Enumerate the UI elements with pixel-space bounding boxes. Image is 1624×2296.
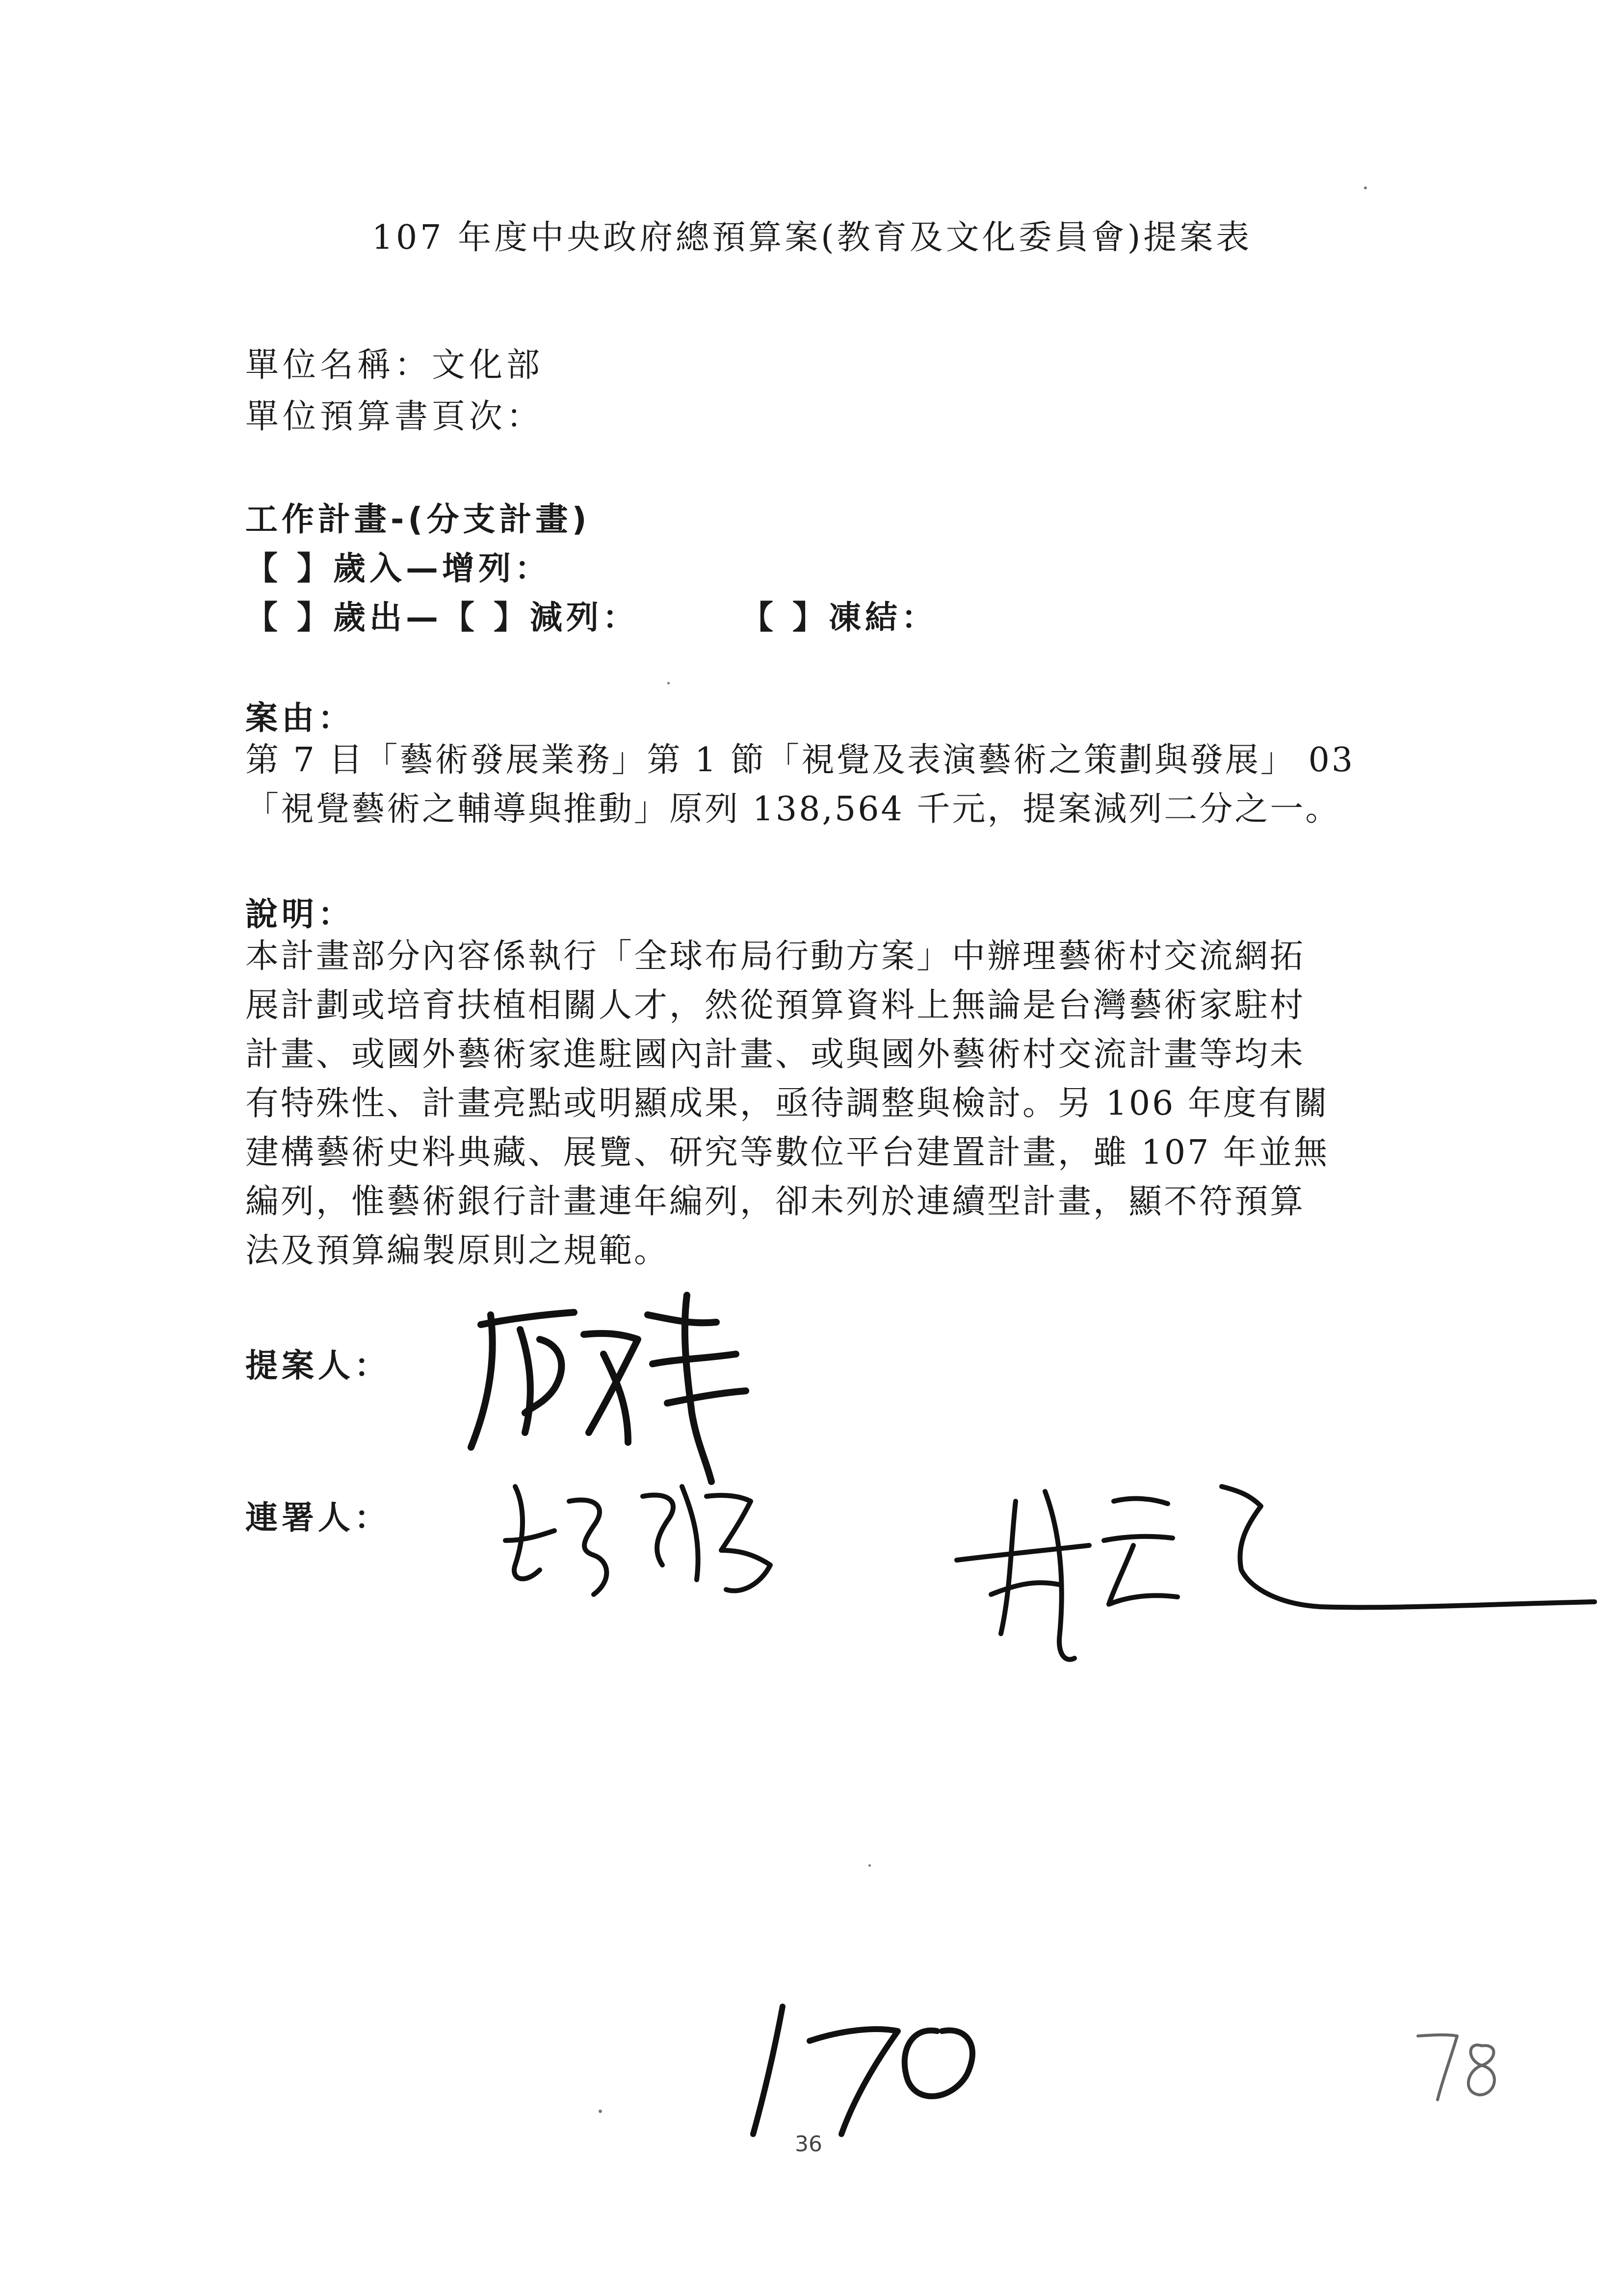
explanation-line: 編列，惟藝術銀行計畫連年編列，卻未列於連續型計畫，顯不符預算 <box>245 1182 1306 1221</box>
cosigner-signature-1 <box>496 1467 810 1614</box>
reason-line: 「視覺藝術之輔導與推動」原列 138,564 千元，提案減列二分之一。 <box>245 790 1341 829</box>
proposer-label: 提案人： <box>245 1347 391 1384</box>
handwritten-page-number <box>736 1987 991 2149</box>
handwritten-side-number <box>1408 2021 1521 2110</box>
explanation-line: 本計畫部分內容係執行「全球布局行動方案」中辦理藝術村交流網拓 <box>245 937 1306 976</box>
unit-name: 單位名稱：文化部 <box>245 346 544 385</box>
scan-speck <box>667 682 670 684</box>
explanation-line: 建構藝術史料典藏、展覽、研究等數位平台建置計畫，雖 107 年並無 <box>245 1133 1330 1172</box>
reason-line: 第 7 目「藝術發展業務」第 1 節「視覺及表演藝術之策劃與發展」 03 <box>245 741 1355 780</box>
cosigner-label: 連署人： <box>245 1499 391 1537</box>
explanation-line: 計畫、或國外藝術家進駐國內計畫、或與國外藝術村交流計畫等均未 <box>245 1035 1306 1074</box>
budget-page-reference: 單位預算書頁次： <box>245 397 544 436</box>
scan-speck <box>599 2110 602 2113</box>
scan-speck <box>868 1864 871 1867</box>
explanation-line: 法及預算編製原則之規範。 <box>245 1231 670 1270</box>
work-plan-heading: 工作計畫-(分支計畫) <box>245 500 591 538</box>
explanation-line: 有特殊性、計畫亮點或明顯成果，亟待調整與檢討。另 106 年度有關 <box>245 1084 1330 1123</box>
freeze-line: 【 】凍結： <box>741 599 938 636</box>
proposer-signature <box>461 1285 765 1491</box>
explanation-text <box>245 932 1388 1276</box>
scan-speck <box>1364 186 1367 189</box>
explanation-line: 展計劃或培育扶植相關人才，然從預算資料上無論是台灣藝術家駐村 <box>245 986 1306 1025</box>
expenditure-decrease-line: 【 】歲出—【 】減列： <box>245 599 639 636</box>
reason-text <box>245 736 1388 834</box>
revenue-increase-line: 【 】歲入—增列： <box>245 549 551 587</box>
document-title: 107 年度中央政府總預算案(教育及文化委員會)提案表 <box>371 218 1253 257</box>
reason-heading: 案由： <box>245 699 354 737</box>
explanation-heading: 說明： <box>245 895 354 933</box>
printed-page-number: 36 <box>795 2132 822 2157</box>
cosigner-signature-2 <box>947 1472 1599 1678</box>
